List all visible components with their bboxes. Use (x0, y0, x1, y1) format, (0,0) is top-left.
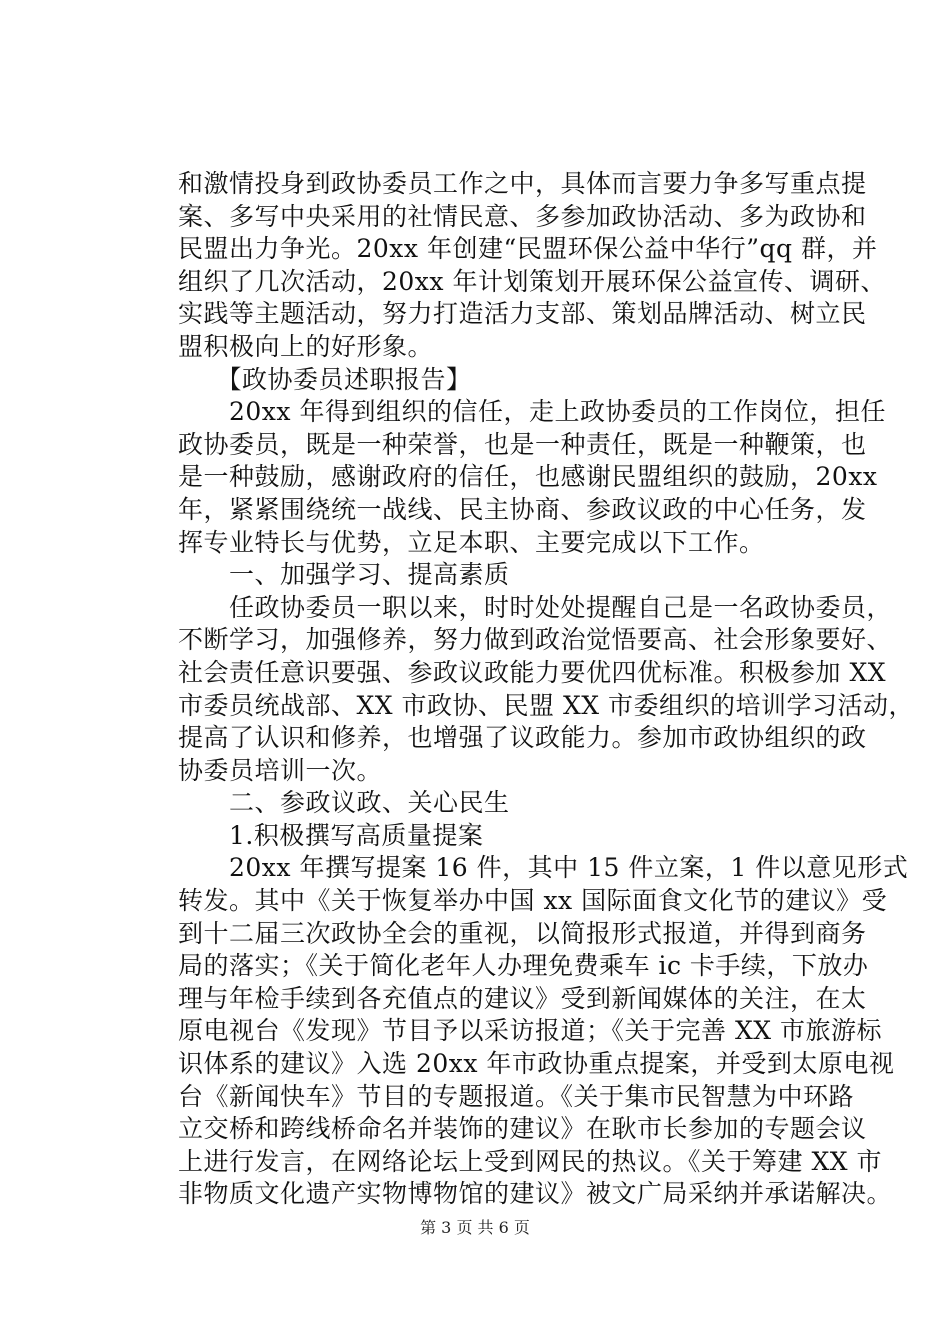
text-line: 局的落实；《关于简化老年人办理免费乘车 ic 卡手续，下放办 (178, 951, 869, 981)
text-line: 是一种鼓励，感谢政府的信任，也感谢民盟组织的鼓励，20xx (178, 462, 878, 492)
text-line: 案、多写中央采用的社情民意、多参加政协活动、多为政协和 (178, 201, 867, 231)
text-line: 台《新闻快车》节目的专题报道。《关于集市民智慧为中环路 (178, 1081, 855, 1111)
text-line: 原电视台《发现》节目予以采访报道；《关于完善 XX 市旅游标 (178, 1016, 882, 1046)
text-line: 识体系的建议》入选 20xx 年市政协重点提案，并受到太原电视 (178, 1049, 895, 1079)
text-line: 立交桥和跨线桥命名并装饰的建议》在耿市长参加的专题会议 (178, 1114, 867, 1144)
text-line: 年，紧紧围绕统一战线、民主协商、参政议政的中心任务，发 (178, 494, 867, 524)
text-line: 组织了几次活动，20xx 年计划策划开展环保公益宣传、调研、 (178, 266, 886, 296)
text-line: 上进行发言，在网络论坛上受到网民的热议。《关于筹建 XX 市 (178, 1146, 882, 1176)
text-line: 20xx 年得到组织的信任，走上政协委员的工作岗位，担任 (178, 397, 886, 427)
subsection-heading: 1.积极撰写高质量提案 (178, 820, 484, 850)
text-line: 市委员统战部、XX 市政协、民盟 XX 市委组织的培训学习活动， (178, 690, 915, 720)
page-number-label: 第 3 页 共 6 页 (420, 1218, 530, 1237)
text-line: 民盟出力争光。20xx 年创建“民盟环保公益中华行”qq 群，并 (178, 234, 878, 264)
text-line: 任政协委员一职以来，时时处处提醒自己是一名政协委员， (178, 592, 893, 622)
text-line: 社会责任意识要强、参政议政能力要优四优标准。积极参加 XX (178, 657, 887, 687)
section-title: 【政协委员述职报告】 (178, 364, 472, 394)
text-line: 理与年检手续到各充值点的建议》受到新闻媒体的关注，在太 (178, 983, 867, 1013)
text-line: 协委员培训一次。 (178, 755, 383, 785)
text-line: 盟积极向上的好形象。 (178, 331, 434, 361)
text-line: 挥专业特长与优势，立足本职、主要完成以下工作。 (178, 527, 765, 557)
text-line: 和激情投身到政协委员工作之中，具体而言要力争多写重点提 (178, 169, 867, 198)
text-line: 实践等主题活动，努力打造活力支部、策划品牌活动、树立民 (178, 299, 867, 329)
text-line: 非物质文化遗产实物博物馆的建议》被文广局采纳并承诺解决。 (178, 1179, 893, 1209)
text-line: 政协委员，既是一种荣誉，也是一种责任，既是一种鞭策，也 (178, 429, 867, 459)
text-line: 到十二届三次政协全会的重视，以简报形式报道，并得到商务 (178, 918, 867, 948)
document-body (178, 168, 915, 1211)
page-footer (0, 1215, 950, 1238)
text-line: 不断学习，加强修养，努力做到政治觉悟要高、社会形象要好、 (178, 625, 893, 655)
text-line: 转发。其中《关于恢复举办中国 xx 国际面食文化节的建议》受 (178, 886, 888, 916)
text-line: 提高了认识和修养，也增强了议政能力。参加市政协组织的政 (178, 723, 867, 753)
text-line: 20xx 年撰写提案 16 件，其中 15 件立案，1 件以意见形式 (178, 853, 909, 883)
section-heading: 二、参政议政、关心民生 (178, 788, 510, 818)
section-heading: 一、加强学习、提高素质 (178, 560, 510, 590)
